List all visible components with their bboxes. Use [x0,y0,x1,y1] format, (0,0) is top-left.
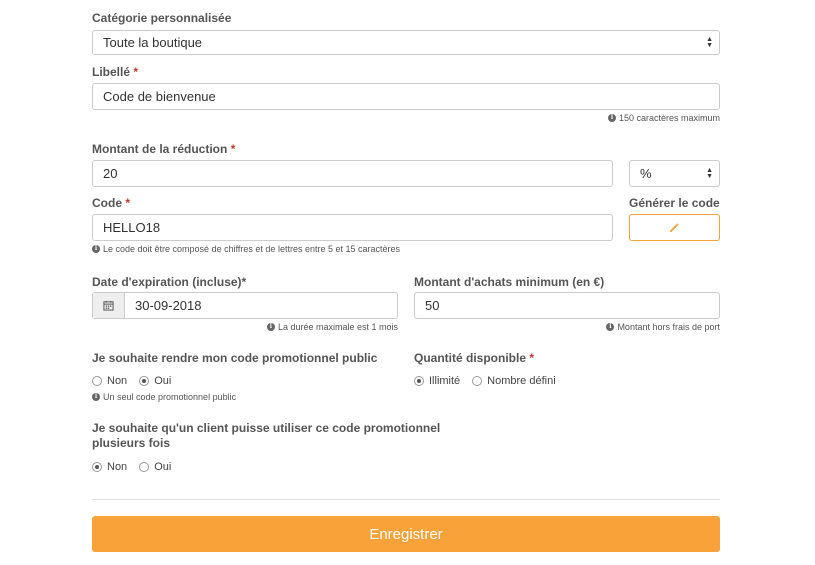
multi-use-label: Je souhaite qu'un client puisse utiliser ce code promotionnel plusieurs fois [92,421,441,450]
quantity-option-illimite[interactable]: Illimité [414,375,460,387]
discount-input[interactable] [92,160,613,187]
quantity-label: Quantité disponible * [414,351,535,365]
public-code-label: Je souhaite rendre mon code promotionnel public [92,351,378,365]
public-code-option-oui[interactable]: Oui [139,375,171,387]
select-arrows-icon: ▲ ▼ [706,35,713,49]
generate-label: Générer le code [629,196,720,210]
quantity-option-nombre-defini[interactable]: Nombre défini [472,375,555,387]
code-input[interactable] [92,214,613,241]
calendar-addon[interactable] [93,293,125,318]
radio-button[interactable] [92,376,102,386]
public-code-radio-group [92,375,183,387]
radio-button[interactable] [139,462,149,472]
expiration-label: Date d'expiration (incluse)* [92,275,247,289]
public-code-option-non[interactable]: Non [92,375,127,387]
multi-use-option-non[interactable]: Non [92,461,127,473]
code-label: Code * [92,196,131,210]
minimum-input-value: 50 [425,298,440,313]
minimum-help: i Montant hors frais de port [606,322,720,332]
expiration-help: i La durée maximale est 1 mois [267,322,398,332]
radio-button[interactable] [139,376,149,386]
select-arrows-icon: ▲ ▼ [706,166,713,180]
category-select-value: Toute la boutique [103,35,203,50]
public-code-help: i Un seul code promotionnel public [92,392,236,402]
discount-unit-value: % [640,166,652,181]
code-help: i Le code doit être composé de chiffres et de lettres entre 5 et 15 caractères [92,244,400,254]
libelle-help: i 150 caractères maximum [608,113,720,123]
info-icon: i [92,393,100,401]
minimum-input[interactable] [414,292,720,319]
expiration-date-value: 30-09-2018 [135,298,202,313]
radio-button[interactable] [472,376,482,386]
magic-wand-icon [669,222,680,233]
info-icon: i [608,114,616,122]
radio-button[interactable] [92,462,102,472]
info-icon: i [92,245,100,253]
info-icon: i [606,323,614,331]
multi-use-radio-group [92,461,183,473]
expiration-date-input[interactable] [92,292,398,319]
code-input-value: HELLO18 [103,220,161,235]
quantity-radio-group [414,375,568,387]
save-button[interactable]: Enregistrer [92,516,720,552]
discount-label: Montant de la réduction * [92,142,236,156]
radio-button[interactable] [414,376,424,386]
libelle-input[interactable] [92,83,720,110]
multi-use-option-oui[interactable]: Oui [139,461,171,473]
libelle-label: Libellé * [92,65,139,79]
discount-unit-select[interactable] [629,160,720,187]
info-icon: i [267,323,275,331]
form-divider [92,499,720,500]
libelle-input-value: Code de bienvenue [103,89,216,104]
calendar-icon [103,300,114,311]
category-select[interactable] [92,30,720,55]
minimum-label: Montant d'achats minimum (en €) [414,275,605,289]
discount-input-value: 20 [103,166,118,181]
category-label: Catégorie personnalisée [92,11,232,25]
generate-code-button[interactable] [629,214,720,241]
